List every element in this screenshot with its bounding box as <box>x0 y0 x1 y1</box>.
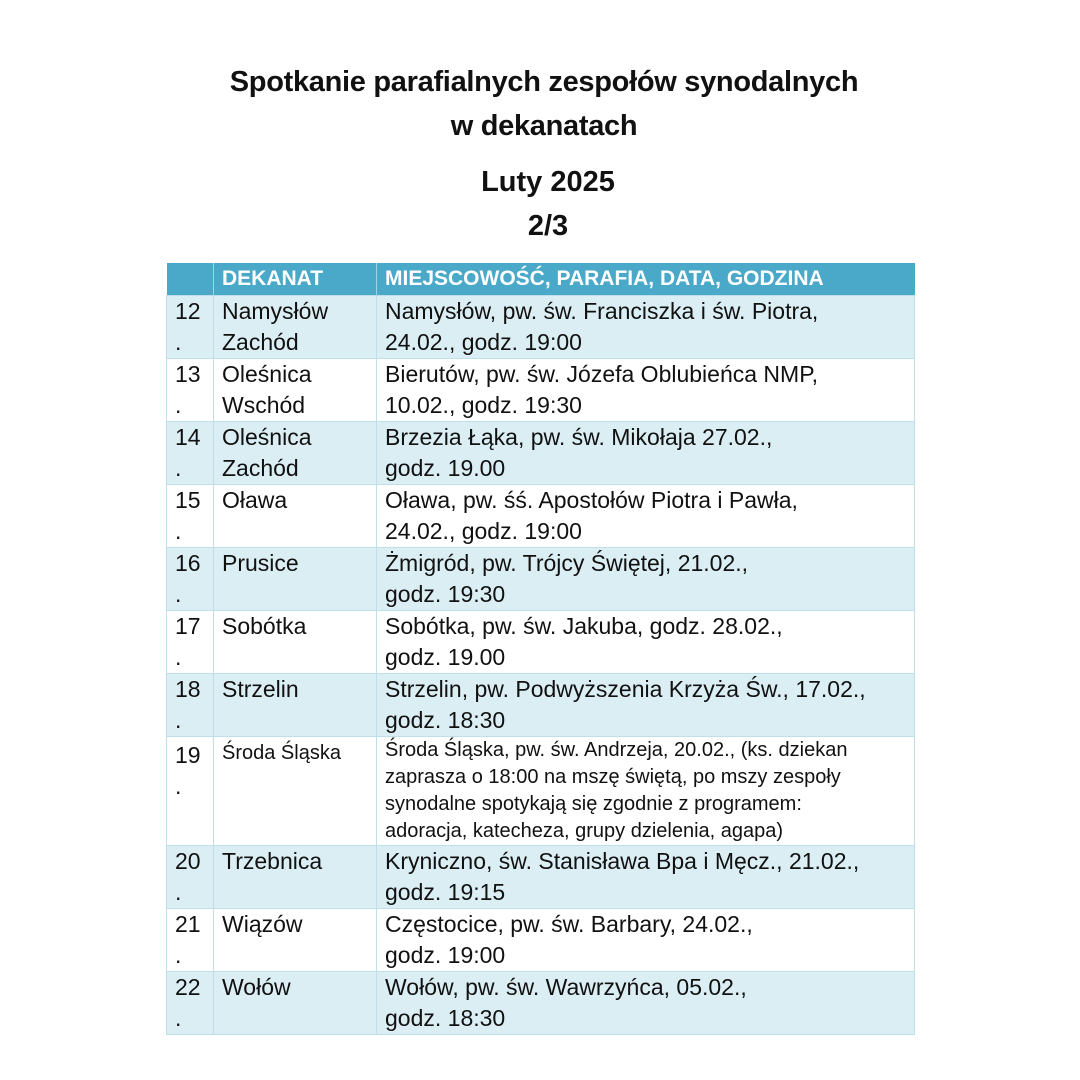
location-line: Wołów, pw. św. Wawrzyńca, 05.02., <box>385 973 747 1000</box>
dekanat-cell <box>214 845 377 908</box>
dekanat-line: Wiązów <box>222 910 303 937</box>
location-line: Kryniczno, św. Stanisława Bpa i Męcz., 21.02., <box>385 847 860 874</box>
row-number-dot: . <box>175 517 182 544</box>
row-number-cell <box>167 845 214 908</box>
location-cell <box>377 421 915 484</box>
column-header-number <box>167 263 214 295</box>
location-cell <box>377 547 915 610</box>
schedule-table <box>166 263 915 1035</box>
row-number-dot: . <box>175 878 182 905</box>
row-number: 13 <box>175 360 201 387</box>
location-line: 24.02., godz. 19:00 <box>385 328 582 355</box>
row-number: 21 <box>175 910 201 937</box>
table-row <box>167 673 915 736</box>
table-row <box>167 845 915 908</box>
location-line: adoracja, katecheza, grupy dzielenia, agapa) <box>385 819 784 842</box>
location-line: godz. 18:30 <box>385 706 506 733</box>
row-number-dot: . <box>175 391 182 418</box>
table-row <box>167 484 915 547</box>
row-number: 18 <box>175 675 201 702</box>
row-number: 16 <box>175 549 201 576</box>
dekanat-cell <box>214 358 377 421</box>
location-line: Częstocice, pw. św. Barbary, 24.02., <box>385 910 753 937</box>
table-row <box>167 295 915 358</box>
dekanat-cell <box>214 421 377 484</box>
dekanat-line: Oleśnica <box>222 360 312 387</box>
row-number-dot: . <box>175 580 182 607</box>
dekanat-cell <box>214 295 377 358</box>
row-number-cell <box>167 484 214 547</box>
location-line: 10.02., godz. 19:30 <box>385 391 582 418</box>
row-number: 17 <box>175 612 201 639</box>
dekanat-cell <box>214 971 377 1034</box>
location-cell <box>377 610 915 673</box>
location-cell <box>377 484 915 547</box>
location-cell <box>377 736 915 845</box>
location-line: Namysłów, pw. św. Franciszka i św. Piotra, <box>385 297 819 324</box>
row-number-cell <box>167 547 214 610</box>
table-row <box>167 421 915 484</box>
month-label: Luty 2025 <box>481 166 615 198</box>
dekanat-cell <box>214 484 377 547</box>
location-line: Strzelin, pw. Podwyższenia Krzyża Św., 17.02., <box>385 675 866 702</box>
location-line: Brzezia Łąka, pw. św. Mikołaja 27.02., <box>385 423 773 450</box>
column-header-dekanat: DEKANAT <box>214 263 377 295</box>
column-header-location: MIEJSCOWOŚĆ, PARAFIA, DATA, GODZINA <box>385 266 824 290</box>
location-line: godz. 19:00 <box>385 941 506 968</box>
location-cell <box>377 845 915 908</box>
location-line: godz. 19.00 <box>385 643 506 670</box>
row-number-dot: . <box>175 772 182 799</box>
row-number: 20 <box>175 847 201 874</box>
location-line: Środa Śląska, pw. św. Andrzeja, 20.02., (ks. dziekan <box>385 738 848 761</box>
location-line: Sobótka, pw. św. Jakuba, godz. 28.02., <box>385 612 783 639</box>
dekanat-cell <box>214 736 377 845</box>
dekanat-line: Strzelin <box>222 675 299 702</box>
location-line: Żmigród, pw. Trójcy Świętej, 21.02., <box>385 549 749 576</box>
row-number-cell <box>167 673 214 736</box>
row-number-dot: . <box>175 454 182 481</box>
dekanat-cell <box>214 547 377 610</box>
row-number-dot: . <box>175 328 182 355</box>
location-line: zaprasza o 18:00 na mszę świętą, po mszy zespoły <box>385 765 841 788</box>
row-number-cell <box>167 421 214 484</box>
location-cell <box>377 295 915 358</box>
dekanat-line: Środa Śląska <box>222 741 341 764</box>
location-cell <box>377 673 915 736</box>
dekanat-line: Oleśnica <box>222 423 312 450</box>
dekanat-line: Zachód <box>222 454 299 481</box>
table-row <box>167 971 915 1034</box>
title-line-1: Spotkanie parafialnych zespołów synodalnych <box>229 66 859 98</box>
dekanat-cell <box>214 610 377 673</box>
row-number: 14 <box>175 423 201 450</box>
row-number-dot: . <box>175 643 182 670</box>
row-number-dot: . <box>175 706 182 733</box>
location-line: Bierutów, pw. św. Józefa Oblubieńca NMP, <box>385 360 818 387</box>
location-line: 24.02., godz. 19:00 <box>385 517 582 544</box>
page-indicator: 2/3 <box>527 210 569 242</box>
dekanat-cell <box>214 673 377 736</box>
row-number-dot: . <box>175 941 182 968</box>
location-cell <box>377 908 915 971</box>
location-cell <box>377 971 915 1034</box>
location-line: godz. 19:15 <box>385 878 506 905</box>
row-number: 12 <box>175 297 201 324</box>
location-line: godz. 19:30 <box>385 580 506 607</box>
table-row <box>167 908 915 971</box>
row-number-cell <box>167 295 214 358</box>
dekanat-line: Trzebnica <box>222 847 323 874</box>
page-title <box>0 60 1080 148</box>
dekanat-line: Wschód <box>222 391 306 418</box>
table-header-row <box>167 263 915 295</box>
dekanat-line: Namysłów <box>222 297 329 324</box>
dekanat-line: Sobótka <box>222 612 307 639</box>
location-line: godz. 18:30 <box>385 1004 506 1031</box>
row-number: 22 <box>175 973 201 1000</box>
location-line: synodalne spotykają się zgodnie z programem: <box>385 792 802 815</box>
dekanat-line: Zachód <box>222 328 299 355</box>
table-body <box>167 295 915 1034</box>
dekanat-line: Prusice <box>222 549 299 576</box>
row-number-dot: . <box>175 1004 182 1031</box>
location-line: Oława, pw. śś. Apostołów Piotra i Pawła, <box>385 486 798 513</box>
table-row <box>167 547 915 610</box>
row-number: 19 <box>175 741 201 768</box>
dekanat-line: Wołów <box>222 973 291 1000</box>
title-line-2: w dekanatach <box>450 110 638 142</box>
table-row <box>167 736 915 845</box>
location-cell <box>377 358 915 421</box>
row-number: 15 <box>175 486 201 513</box>
row-number-cell <box>167 610 214 673</box>
table-row <box>167 358 915 421</box>
row-number-cell <box>167 358 214 421</box>
row-number-cell <box>167 908 214 971</box>
page-subtitle <box>0 160 1080 248</box>
row-number-cell <box>167 736 214 845</box>
row-number-cell <box>167 971 214 1034</box>
location-line: godz. 19.00 <box>385 454 506 481</box>
dekanat-line: Oława <box>222 486 288 513</box>
dekanat-cell <box>214 908 377 971</box>
table-row <box>167 610 915 673</box>
